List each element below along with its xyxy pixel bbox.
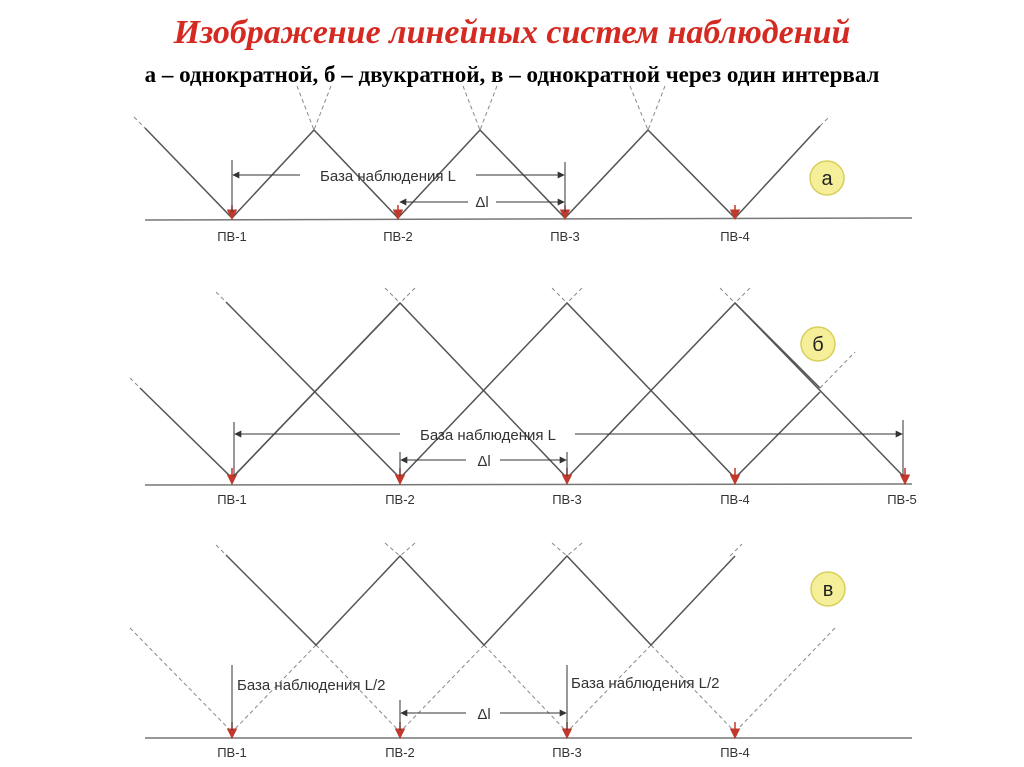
ray-extension [735,628,835,732]
ray-extension [484,645,567,732]
ray-path [226,555,735,645]
panel-badge-letter: а [821,168,833,190]
base-label: База наблюдения L [419,427,557,444]
ray-extension [400,645,484,732]
ray-path [226,302,820,478]
ray-extension [216,545,226,555]
ray-extension [735,288,750,303]
delta-label: Δl [475,194,489,211]
ray-extension [567,543,582,556]
ground-line [145,484,912,485]
ray-extension [630,86,648,130]
point-label: ПВ-3 [550,229,580,244]
ray-extension [130,378,140,388]
page-subtitle: а – однократной, б – двукратной, в – однократной через один интервал [144,62,880,87]
ray-extension [730,544,742,556]
ray-extension [820,116,830,126]
delta-label: Δl [477,453,491,470]
ray-extension [130,628,232,732]
ray-extension [297,86,314,130]
point-label: ПВ-2 [385,745,415,760]
panel-b [130,288,917,507]
ray-extension [314,86,331,130]
point-label: ПВ-2 [385,492,415,507]
base-label: База наблюдения L/2 [237,677,386,694]
ray-extension [567,288,582,303]
ray-extension [216,292,226,302]
point-label: ПВ-4 [720,229,750,244]
ground-line [145,218,912,220]
ray-extension [400,543,415,556]
point-label: ПВ-4 [720,492,750,507]
point-label: ПВ-1 [217,492,247,507]
panel-v [130,543,912,760]
point-label: ПВ-1 [217,229,247,244]
ray-extension [720,288,735,303]
ray-extension [385,288,400,303]
ray-extension [400,288,415,303]
point-label: ПВ-2 [383,229,413,244]
ray-path [140,303,820,478]
point-label: ПВ-5 [887,492,917,507]
point-label: ПВ-3 [552,492,582,507]
ray-extension [648,86,665,130]
ray-extension [463,86,480,130]
point-label: ПВ-4 [720,745,750,760]
panel-badge-letter: б [812,334,824,356]
ray-extension [134,117,145,128]
ray-extension [385,543,400,556]
panel-badge-letter: в [822,579,834,601]
page-title: Изображение линейных систем наблюдений [173,14,851,51]
point-label: ПВ-3 [552,745,582,760]
point-label: ПВ-1 [217,745,247,760]
ray-extension [552,288,567,303]
base-label: База наблюдения L/2 [571,675,720,692]
delta-label: Δl [477,706,491,723]
ray-extension [480,86,497,130]
panel-a [134,86,912,244]
ray-extension [552,543,567,556]
base-label: База наблюдения L [319,168,457,185]
